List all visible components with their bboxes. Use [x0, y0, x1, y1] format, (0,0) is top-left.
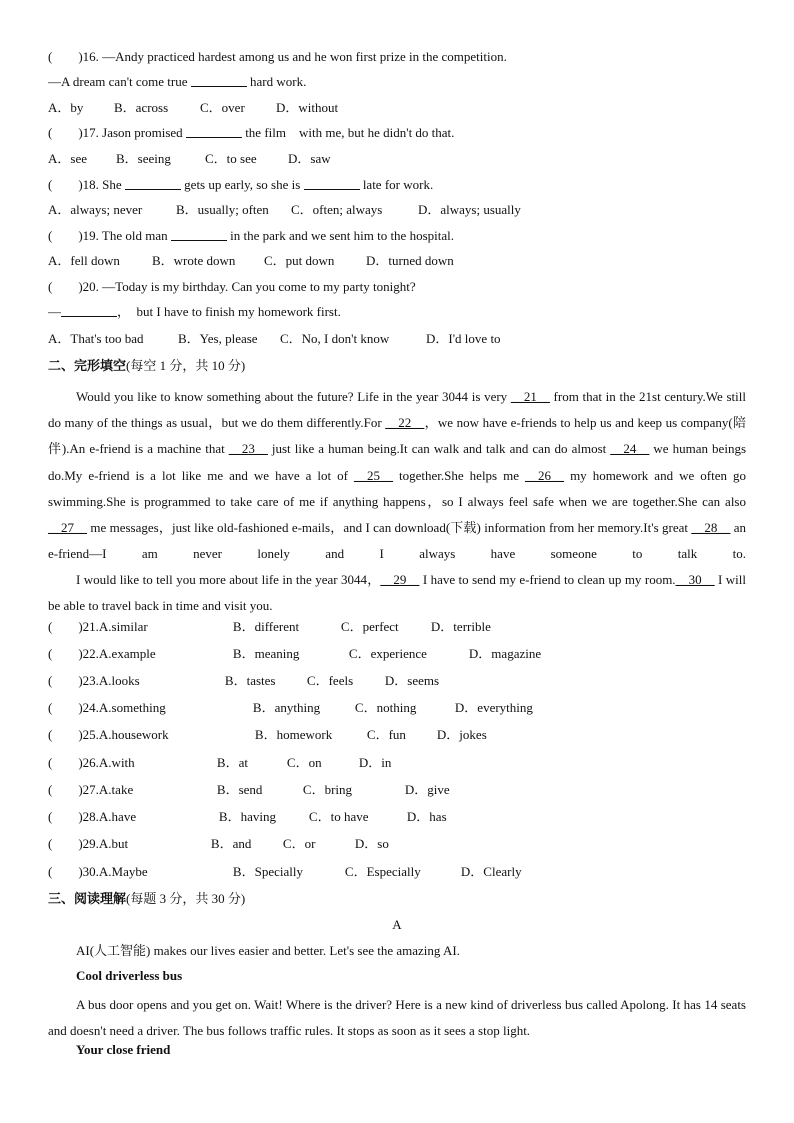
- option-d: D．jokes: [436, 727, 487, 742]
- option-d: D．Clearly: [460, 864, 522, 879]
- question-number: ( )21.: [48, 619, 99, 634]
- answer-blank: [171, 229, 227, 241]
- cloze-blank: __21__: [510, 389, 550, 404]
- option-b: B．wrote down: [152, 253, 236, 268]
- cloze-text: I would like to tell you more about life in the year 3044，: [76, 572, 381, 587]
- cloze-blank: __26__: [525, 467, 565, 483]
- cloze-text: Would you like to know something about the future? Life in the year 3044 is very: [76, 389, 511, 404]
- answer-blank: [191, 75, 247, 87]
- option-c: C．often; always: [291, 202, 383, 217]
- option-a: A.with: [98, 755, 135, 770]
- paragraph-driverless-bus: A bus door opens and you get on. Wait! Where is the driver? Here is a new kind of driverless bus called Apolong. It has 14 seats and doesn't need a driver. The bus follows traffic rules. It stops as soon as it sees a stop light.: [48, 997, 746, 1038]
- option-a: A.Maybe: [98, 864, 148, 879]
- question-number: ( )29.: [48, 836, 99, 851]
- answer-blank: [125, 178, 181, 190]
- question-18-stem: ( )18. She gets up early, so she is late for work.: [48, 177, 434, 192]
- cloze-blank: __23__: [228, 441, 268, 457]
- option-d: D．in: [358, 755, 392, 770]
- answer-blank: [61, 305, 117, 317]
- cloze-question-24: [48, 700, 533, 716]
- question-19-options: [48, 253, 454, 269]
- option-a: A．fell down: [48, 253, 120, 268]
- option-d: D．seems: [384, 673, 440, 688]
- cloze-question-25: [48, 727, 487, 743]
- cloze-paragraph-2: [48, 567, 746, 619]
- cloze-blank: __30__: [675, 572, 715, 587]
- option-b: B．tastes: [224, 673, 276, 688]
- option-a: A.take: [98, 782, 134, 797]
- option-a: A.have: [98, 809, 137, 824]
- question-number: ( )22.: [48, 646, 99, 661]
- cloze-question-21: [48, 619, 491, 635]
- option-c: C．to have: [308, 809, 369, 824]
- option-d: D．has: [406, 809, 447, 824]
- passage-intro: AI(人工智能) makes our lives easier and better. Let's see the amazing AI.: [76, 943, 460, 958]
- question-number: ( )23.: [48, 673, 99, 688]
- option-b: B．different: [232, 619, 300, 634]
- section-heading-reading: 三、阅读理解(每题 3 分，共 30 分): [48, 891, 246, 907]
- option-a: A．always; never: [48, 202, 143, 217]
- answer-blank: [304, 178, 360, 190]
- option-a: A.something: [98, 700, 166, 715]
- subheading-close-friend: Your close friend: [76, 1042, 171, 1057]
- option-d: D．everything: [454, 700, 533, 715]
- option-c: C．over: [200, 100, 245, 115]
- question-20-line2: — ， but I have to finish my homework first.: [48, 304, 341, 319]
- option-c: C．Especially: [344, 864, 421, 879]
- option-a: A.similar: [98, 619, 148, 634]
- option-b: B．Specially: [232, 864, 303, 879]
- option-a: A．see: [48, 151, 87, 166]
- cloze-text: just like a human being.It can walk and talk and can do almost: [267, 441, 611, 457]
- cloze-question-29: [48, 836, 389, 852]
- option-a: A．by: [48, 100, 84, 115]
- option-c: C．bring: [302, 782, 353, 797]
- question-number: ( )30.: [48, 864, 99, 879]
- question-16-line2: —A dream can't come true hard work.: [48, 74, 307, 89]
- option-b: B．seeing: [116, 151, 171, 166]
- cloze-text: ，we now have e-friends to help us and keep us company(陪伴).An e-friend is a machine that: [48, 415, 746, 457]
- option-b: B．and: [210, 836, 252, 851]
- question-number: ( )28.: [48, 809, 99, 824]
- cloze-blank: __28__: [691, 520, 731, 536]
- option-c: C．or: [282, 836, 316, 851]
- question-17-options: [48, 151, 331, 167]
- option-c: C．on: [286, 755, 322, 770]
- option-a: A.but: [98, 836, 129, 851]
- option-b: B．homework: [254, 727, 333, 742]
- option-c: C．to see: [205, 151, 257, 166]
- option-c: C．experience: [348, 646, 427, 661]
- question-18-options: [48, 202, 521, 218]
- cloze-blank: __22__: [385, 415, 425, 431]
- cloze-text: we human beings do.My e-friend is a lot like me and we have a lot of: [48, 441, 746, 483]
- cloze-paragraph-1: [48, 384, 746, 567]
- option-d: D．magazine: [468, 646, 542, 661]
- option-d: D．terrible: [430, 619, 491, 634]
- option-b: B．Yes, please: [178, 331, 258, 346]
- option-c: C．No, I don't know: [280, 331, 390, 346]
- cloze-question-30: [48, 864, 522, 880]
- option-b: B．usually; often: [176, 202, 269, 217]
- passage-label: A: [392, 917, 402, 932]
- option-b: B．send: [216, 782, 263, 797]
- cloze-blank: __29__: [380, 572, 420, 587]
- question-number: ( )25.: [48, 727, 99, 742]
- cloze-question-28: [48, 809, 447, 825]
- question-number: ( )26.: [48, 755, 99, 770]
- option-b: B．anything: [252, 700, 321, 715]
- cloze-question-27: [48, 782, 450, 798]
- cloze-blank: __27__: [48, 520, 87, 536]
- option-d: D．always; usually: [418, 202, 521, 217]
- option-b: B．meaning: [232, 646, 300, 661]
- option-c: C．feels: [306, 673, 354, 688]
- question-number: ( )27.: [48, 782, 99, 797]
- question-20-options: [48, 331, 501, 347]
- option-d: D．without: [276, 100, 339, 115]
- option-d: D．I'd love to: [426, 331, 501, 346]
- question-16-stem: ( )16. —Andy practiced hardest among us and he won first prize in the competition.: [48, 49, 507, 64]
- cloze-text: together.She helps me: [393, 467, 526, 483]
- option-b: B．having: [218, 809, 276, 824]
- option-d: D．give: [404, 782, 450, 797]
- option-b: B．at: [216, 755, 248, 770]
- option-b: B．across: [114, 100, 169, 115]
- option-a: A．That's too bad: [48, 331, 144, 346]
- cloze-text: I will be able to travel back in time and visit you.: [48, 572, 746, 613]
- question-17-stem: ( )17. Jason promised the film with me, but he didn't do that.: [48, 125, 455, 140]
- cloze-question-22: [48, 646, 541, 662]
- section-heading-cloze: 二、完形填空(每空 1 分，共 10 分): [48, 358, 246, 374]
- option-d: D．saw: [288, 151, 331, 166]
- cloze-question-23: [48, 673, 439, 689]
- option-d: D．turned down: [366, 253, 454, 268]
- option-a: A.example: [98, 646, 156, 661]
- option-a: A.housework: [98, 727, 169, 742]
- cloze-blank: __24__: [610, 441, 650, 457]
- option-c: C．perfect: [340, 619, 399, 634]
- cloze-text: from that in the 21st century.We still do many of the things as usual，but we do them differently.For: [48, 389, 746, 431]
- question-16-options: [48, 100, 338, 116]
- cloze-text: my homework and we often go swimming.She is programmed to take care of me if anything happens，so I always feel safe when we are together.She can also: [48, 467, 747, 509]
- option-d: D．so: [354, 836, 389, 851]
- subheading-driverless-bus: Cool driverless bus: [76, 968, 183, 983]
- answer-blank: [186, 126, 242, 138]
- cloze-text: me messages，just like old-fashioned e-mails，and I can download(下载) information from her memory.It's great: [87, 520, 692, 536]
- option-c: C．fun: [366, 727, 406, 742]
- option-c: C．nothing: [354, 700, 417, 715]
- cloze-text: an e-friend—I am never lonely and I always have someone to talk to.: [48, 520, 746, 562]
- option-a: A.looks: [98, 673, 140, 688]
- cloze-question-26: [48, 755, 391, 771]
- question-number: ( )24.: [48, 700, 99, 715]
- option-c: C．put down: [264, 253, 335, 268]
- question-19-stem: ( )19. The old man in the park and we sent him to the hospital.: [48, 228, 454, 243]
- cloze-blank: __25__: [354, 467, 394, 483]
- cloze-text: I have to send my e-friend to clean up my room.: [419, 572, 676, 587]
- question-20-stem: ( )20. —Today is my birthday. Can you come to my party tonight?: [48, 279, 416, 294]
